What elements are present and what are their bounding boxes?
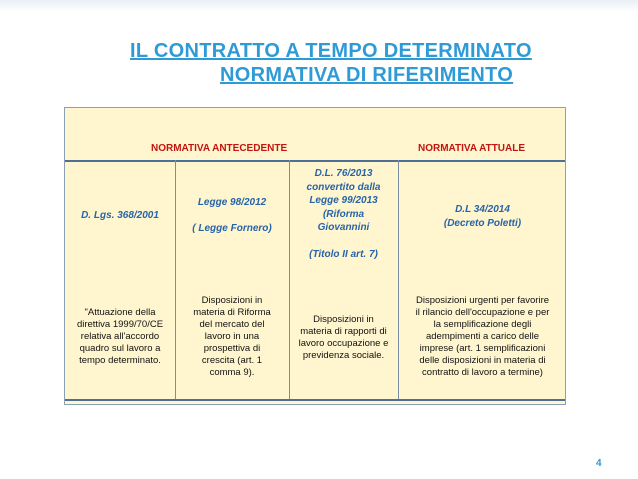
slide-title-line-1: IL CONTRATTO A TEMPO DETERMINATO	[130, 40, 532, 62]
law-title-line: ( Legge Fornero)	[192, 223, 272, 234]
law-title-line: D. Lgs. 368/2001	[81, 210, 159, 221]
description-line: quadro sul lavoro a	[79, 343, 161, 354]
header-previous-regulations: NORMATIVA ANTECEDENTE	[151, 143, 288, 154]
law-title-line: convertito dalla	[306, 181, 381, 193]
description-dlgs-368-2001	[65, 307, 175, 367]
law-title-line: Legge 98/2012	[197, 197, 267, 208]
top-decorative-rule	[0, 0, 638, 12]
description-line: adempimenti a carico delle	[425, 331, 539, 342]
description-line: Disposizioni urgenti per favorire	[415, 295, 550, 306]
description-line: Disposizioni in	[201, 295, 263, 306]
law-title-line: D.L 34/2014	[455, 204, 510, 215]
table-bottom-border	[65, 399, 565, 401]
description-line: tempo determinato.	[79, 355, 161, 366]
law-title-legge-98-2012	[175, 196, 289, 235]
header-divider	[65, 160, 565, 162]
law-title-line: (Decreto Poletti)	[443, 217, 522, 229]
description-line: del mercato del	[199, 319, 265, 330]
description-line: Disposizioni in	[313, 314, 374, 325]
header-current-regulations: NORMATIVA ATTUALE	[418, 143, 526, 154]
description-line: prospettiva di	[203, 343, 261, 354]
description-line: delle disposizioni in materia di	[419, 355, 546, 366]
description-line: materia di Riforma	[193, 307, 271, 318]
description-line: la semplificazione degli	[433, 319, 532, 330]
law-title-line: Legge 99/2013	[309, 195, 378, 206]
description-line: crescita (art. 1	[201, 355, 263, 366]
description-legge-98-2012	[175, 295, 289, 379]
description-line: previdenza sociale.	[302, 350, 385, 361]
regulations-table	[64, 107, 566, 405]
law-title-dl-76-2013	[289, 167, 398, 261]
description-line: direttiva 1999/70/CE	[76, 319, 164, 330]
description-line: contratto di lavoro a termine)	[422, 367, 543, 378]
slide-title-line-2: NORMATIVA DI RIFERIMENTO	[220, 64, 514, 86]
description-line: comma 9).	[209, 367, 255, 378]
description-line: imprese (art. 1 semplificazioni	[419, 343, 546, 354]
slide-title	[124, 39, 544, 87]
law-title-dlgs-368-2001	[65, 210, 175, 223]
description-line: lavoro occupazione e	[298, 338, 389, 349]
description-line: "Attuazione della	[84, 307, 156, 318]
page-number: 4	[596, 458, 602, 469]
description-line: relativa all'accordo	[80, 331, 160, 342]
law-title-spacer	[289, 235, 398, 248]
law-title-line: (Titolo II art. 7)	[309, 248, 378, 260]
description-line: il rilancio dell'occupazione e per	[415, 307, 550, 318]
description-dl-76-2013	[289, 314, 398, 362]
description-line: materia di rapporti di	[300, 326, 387, 337]
law-title-line: D.L. 76/2013	[314, 168, 373, 179]
description-line: lavoro in una	[204, 331, 260, 342]
law-title-spacer	[175, 209, 289, 222]
law-title-line: (Riforma	[322, 208, 365, 220]
description-dl-34-2014	[398, 295, 567, 379]
law-title-line: Giovannini	[317, 222, 370, 233]
law-title-dl-34-2014	[398, 203, 567, 230]
